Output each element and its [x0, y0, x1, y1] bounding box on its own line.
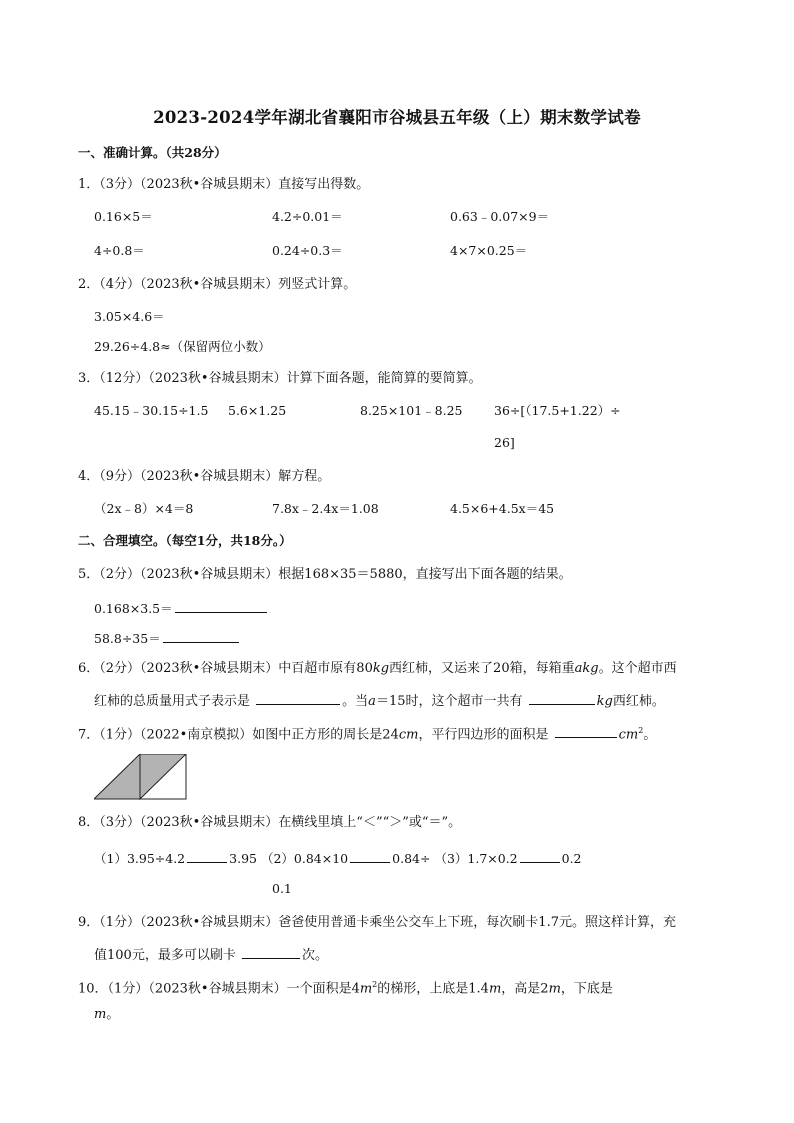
q10-unit-m-3: m [548, 981, 561, 997]
q5-answer-blank-1[interactable] [175, 598, 267, 613]
q10-text-2: 的梯形，上底是1.4 [377, 981, 489, 997]
q9-answer-blank[interactable] [242, 944, 300, 959]
q3-item-3: 8.25×101﹣8.25 [360, 403, 463, 418]
q8-answer-blank-1[interactable] [187, 848, 227, 863]
q7-unit-cm: cm [398, 727, 419, 743]
q9-text-1: 值100元，最多可以刷卡 [94, 948, 236, 963]
q8-answer-blank-2[interactable] [350, 848, 390, 863]
q1-item-4: 4÷0.8＝ [94, 243, 145, 258]
q6-unit-kg-3: kg [596, 694, 613, 709]
q8-part-3-right: 0.2 [561, 851, 582, 866]
q6-text-2: 西红柿，又运来了20箱，每箱重 [389, 661, 575, 676]
q6-text-6: ＝15时，这个超市一共有 [375, 694, 523, 709]
q10-text-4: ，下底是 [560, 981, 613, 997]
section-1-heading: 一、准确计算。（共28分） [78, 145, 227, 160]
q1-item-6: 4×7×0.25＝ [450, 243, 528, 258]
q8-part-1-right: 3.95 [229, 851, 257, 866]
question-1-stem: 1．（3分）（2023秋•谷城县期末）直接写出得数。 [78, 177, 370, 192]
q5-item-1 [94, 598, 269, 618]
question-10-line-1 [78, 976, 613, 998]
exam-title: 2023-2024学年湖北省襄阳市谷城县五年级（上）期末数学试卷 [153, 108, 641, 127]
q1-item-3: 0.63﹣0.07×9＝ [450, 209, 550, 224]
q6-text-1: 6．（2分）（2023秋•谷城县期末）中百超市原有80 [78, 661, 373, 676]
q8-part-2-right: 0.84÷ [392, 851, 431, 866]
q7-unit-exponent: 2 [638, 726, 644, 735]
parallelogram-figure [94, 754, 188, 800]
question-9-line-2 [94, 944, 328, 965]
q1-item-1: 0.16×5＝ [94, 209, 153, 224]
q5-item-1-text: 0.168×3.5＝ [94, 601, 173, 616]
q3-item-1: 45.15﹣30.15÷1.5 [94, 403, 209, 418]
q5-item-2 [94, 628, 241, 648]
section-2-heading: 二、合理填空。（每空1分，共18分。） [78, 533, 292, 548]
question-4-stem: 4．（9分）（2023秋•谷城县期末）解方程。 [78, 469, 331, 484]
question-2-stem: 2．（4分）（2023秋•谷城县期末）列竖式计算。 [78, 277, 357, 292]
q2-item-2: 29.26÷4.8≈（保留两位小数） [94, 339, 271, 354]
q7-text-2: ，平行四边形的面积是 [418, 727, 549, 743]
question-7 [78, 722, 656, 744]
q8-answer-blank-3[interactable] [520, 848, 560, 863]
q6-text-7: 西红柿。 [612, 694, 665, 709]
q4-item-3: 4.5×6+4.5x＝45 [450, 501, 555, 516]
question-6-line-1 [78, 660, 677, 678]
q7-text-end: 。 [643, 727, 657, 743]
q6-text-5: 。当 [342, 694, 369, 709]
q6-unit-kg-2: kg [582, 661, 599, 676]
q10-unit-m-2: m [488, 981, 502, 997]
q5-answer-blank-2[interactable] [163, 628, 239, 643]
question-10-line-2 [94, 1006, 119, 1024]
q10-text-1: 10．（1分）（2023秋•谷城县期末）一个面积是4 [78, 981, 360, 997]
q1-item-2: 4.2÷0.01＝ [272, 209, 343, 224]
q6-text-3: 。这个超市西 [598, 661, 677, 676]
shaded-triangle-left [94, 754, 140, 799]
q6-text-4: 红柿的总质量用式子表示是 [94, 694, 251, 709]
question-9-line-1: 9．（1分）（2023秋•谷城县期末）爸爸使用普通卡乘坐公交车上下班，每次刷卡1.7元。照这样计算，充 [78, 915, 676, 930]
q4-item-1: （2x﹣8）×4＝8 [94, 501, 194, 516]
question-8-stem: 8．（3分）（2023秋•谷城县期末）在横线里填上“＜”“＞”或“＝”。 [78, 815, 462, 830]
q4-item-2: 7.8x﹣2.4x＝1.08 [272, 501, 379, 516]
q10-unit-m-1: m [359, 981, 373, 997]
q6-answer-blank-2[interactable] [529, 690, 595, 705]
shaded-triangle-top [140, 754, 186, 799]
q8-items [94, 848, 582, 868]
question-5-stem: 5．（2分）（2023秋•谷城县期末）根据168×35＝5880，直接写出下面各题的结果。 [78, 567, 572, 582]
q8-part-3-left: （3）1.7×0.2 [434, 851, 518, 866]
q8-part-2-left: （2）0.84×10 [260, 851, 349, 866]
q10-text-end: 。 [106, 1007, 120, 1022]
q2-item-1: 3.05×4.6＝ [94, 309, 165, 324]
q5-item-2-text: 58.8÷35＝ [94, 631, 161, 646]
q3-item-2: 5.6×1.25 [228, 403, 287, 418]
q6-var-a-1: a [574, 661, 583, 676]
q7-unit-cm2: cm [618, 727, 639, 743]
question-3-stem: 3．（12分）（2023秋•谷城县期末）计算下面各题，能简算的要简算。 [78, 371, 482, 386]
q7-answer-blank[interactable] [555, 723, 617, 738]
q10-unit-exponent: 2 [372, 980, 378, 989]
q9-text-2: 次。 [301, 948, 328, 963]
question-6-line-2 [94, 690, 665, 711]
q8-part-2-wrap: 0.1 [272, 881, 292, 896]
q6-unit-kg-1: kg [372, 661, 390, 676]
q3-item-4-wrap: 26] [494, 435, 515, 450]
q6-answer-blank-1[interactable] [256, 690, 340, 705]
q10-unit-m-4: m [94, 1007, 107, 1022]
q10-text-3: ，高是2 [501, 981, 549, 997]
q1-item-5: 0.24÷0.3＝ [272, 243, 343, 258]
q6-var-a-2: a [368, 694, 376, 709]
q8-part-1-left: （1）3.95÷4.2 [94, 851, 186, 866]
q3-item-4: 36÷[（17.5+1.22）÷ [494, 403, 621, 418]
q7-text-1: 7．（1分）（2022•南京模拟）如图中正方形的周长是24 [78, 727, 399, 743]
